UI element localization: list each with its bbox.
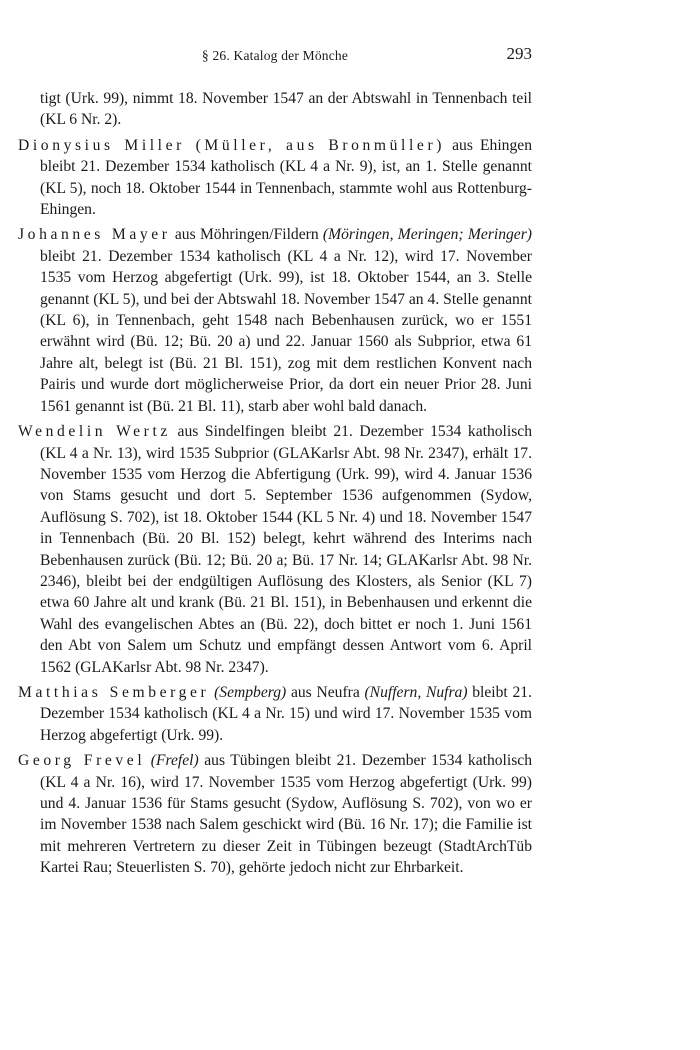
entry-wendelin-wertz (18, 421, 532, 678)
monk-name: Matthias Semberger (18, 683, 210, 701)
entry-matthias-semberger (18, 682, 532, 746)
entry-text: bleibt 21. Dezember 1534 katholisch (KL 4 a Nr. 12), wird 17. November 1535 vom Herzog abgefertigt (Urk. 99), ist 18. Oktober 1544, an 3. Stelle genannt (KL 5), und bei der Abtswahl 18. November 1547 an 4. Stelle genannt (KL 6), in Tennenbach, geht 1548 nach Bebenhausen zurück, wo er 1551 erwähnt wird (Bü. 12; Bü. 20 a) und 22. Januar 1560 als Subprior, etwa 61 Jahre alt, belegt ist (Bü. 21 Bl. 151), zog mit dem restlichen Konvent nach Pairis und wurde dort möglicherweise Prior, da dort ein neuer Prior 28. Juni 1561 genannt ist (Bü. 21 Bl. 11), starb aber wohl bald danach. (40, 247, 532, 415)
entry-text: bleibt 21. Dezember 1534 katholisch (KL 4 a Nr. 15) und wird 17. November 1535 vom Herzog abgefertigt (Urk. 99). (40, 683, 532, 744)
entry-text: tigt (Urk. 99), nimmt 18. November 1547 an der Abtswahl in Tennenbach teil (KL 6 Nr. 2). (40, 90, 532, 129)
monk-name: Johannes Mayer (18, 226, 171, 244)
catalog-entries (18, 88, 532, 883)
place-variants: (Nuffern, Nufra) (364, 683, 468, 701)
monk-name: Dionysius Miller (Müller, aus Bronmüller) (18, 136, 446, 154)
entry-text: aus Möhringen/Fildern (170, 226, 323, 244)
monk-name: Wendelin Wertz (18, 423, 171, 441)
monk-name: Georg Frevel (18, 752, 146, 770)
name-variants: (Frefel) (150, 752, 199, 770)
entry-text: aus Ehingen bleibt 21. Dezember 1534 katholisch (KL 4 a Nr. 9), ist, an 1. Stelle genannt (KL 5), noch 18. Oktober 1544 in Tennenbach, stammte wohl aus Rottenburg-Ehingen. (40, 136, 532, 219)
name-variants: (Sempberg) (214, 683, 287, 701)
entry-text: aus Sindelfingen bleibt 21. Dezember 1534 katholisch (KL 4 a Nr. 13), wird 1535 Subprior (GLAKarlsr Abt. 98 Nr. 2347), erhält 17. November 1535 vom Herzog die Abfertigung (Urk. 99), wird 4. Januar 1536 von Stams gesucht und dort 5. September 1536 aufgenommen (Sydow, Auflösung S. 702), ist 18. Oktober 1544 (KL 5 Nr. 4) und 18. November 1547 in Tennenbach (Bü. 20 Bl. 152) belegt, kehrt während des Interims nach Bebenhausen zurück (Bü. 12; Bü. 20 a; Bü. 17 Nr. 14; GLAKarlsr Abt. 98 Nr. 2346), bleibt bei der endgültigen Auflösung des Klosters, als Senior (KL 7) etwa 60 Jahre alt und krank (Bü. 21 Bl. 151), in Bebenhausen und erkennt die Wahl des evangelischen Abtes an (Bü. 22), doch bittet er noch 1. Juni 1561 den Abt von Salem um Schutz und empfängt dessen Antwort vom 6. April 1562 (GLAKarlsr Abt. 98 Nr. 2347). (40, 423, 532, 676)
entry-johannes-mayer (18, 224, 532, 417)
running-title: § 26. Katalog der Mönche (201, 48, 349, 63)
page-number: 293 (506, 44, 532, 63)
entry-dionysius-miller (18, 135, 532, 221)
entry-text: aus Neufra (286, 683, 365, 701)
entry-georg-frevel (18, 750, 532, 878)
entry-continuation (18, 88, 532, 131)
name-variants: (Möringen, Meringen; Meringer) (322, 226, 532, 244)
page-header (18, 44, 532, 68)
entry-text: aus Tübingen bleibt 21. Dezember 1534 katholisch (KL 4 a Nr. 16), wird 17. November 1535 vom Herzog abgefertigt (Urk. 99) und 4. Januar 1536 für Stams gesucht (Sydow, Auflösung S. 702), von wo er im November 1538 nach Salem geschickt wird (Bü. 16 Nr. 17); die Familie ist mit mehreren Vertretern zu dieser Zeit in Tübingen bezeugt (StadtArchTüb Kartei Rau; Steuerlisten S. 70), gehörte jedoch nicht zur Ehrbarkeit. (40, 752, 532, 877)
